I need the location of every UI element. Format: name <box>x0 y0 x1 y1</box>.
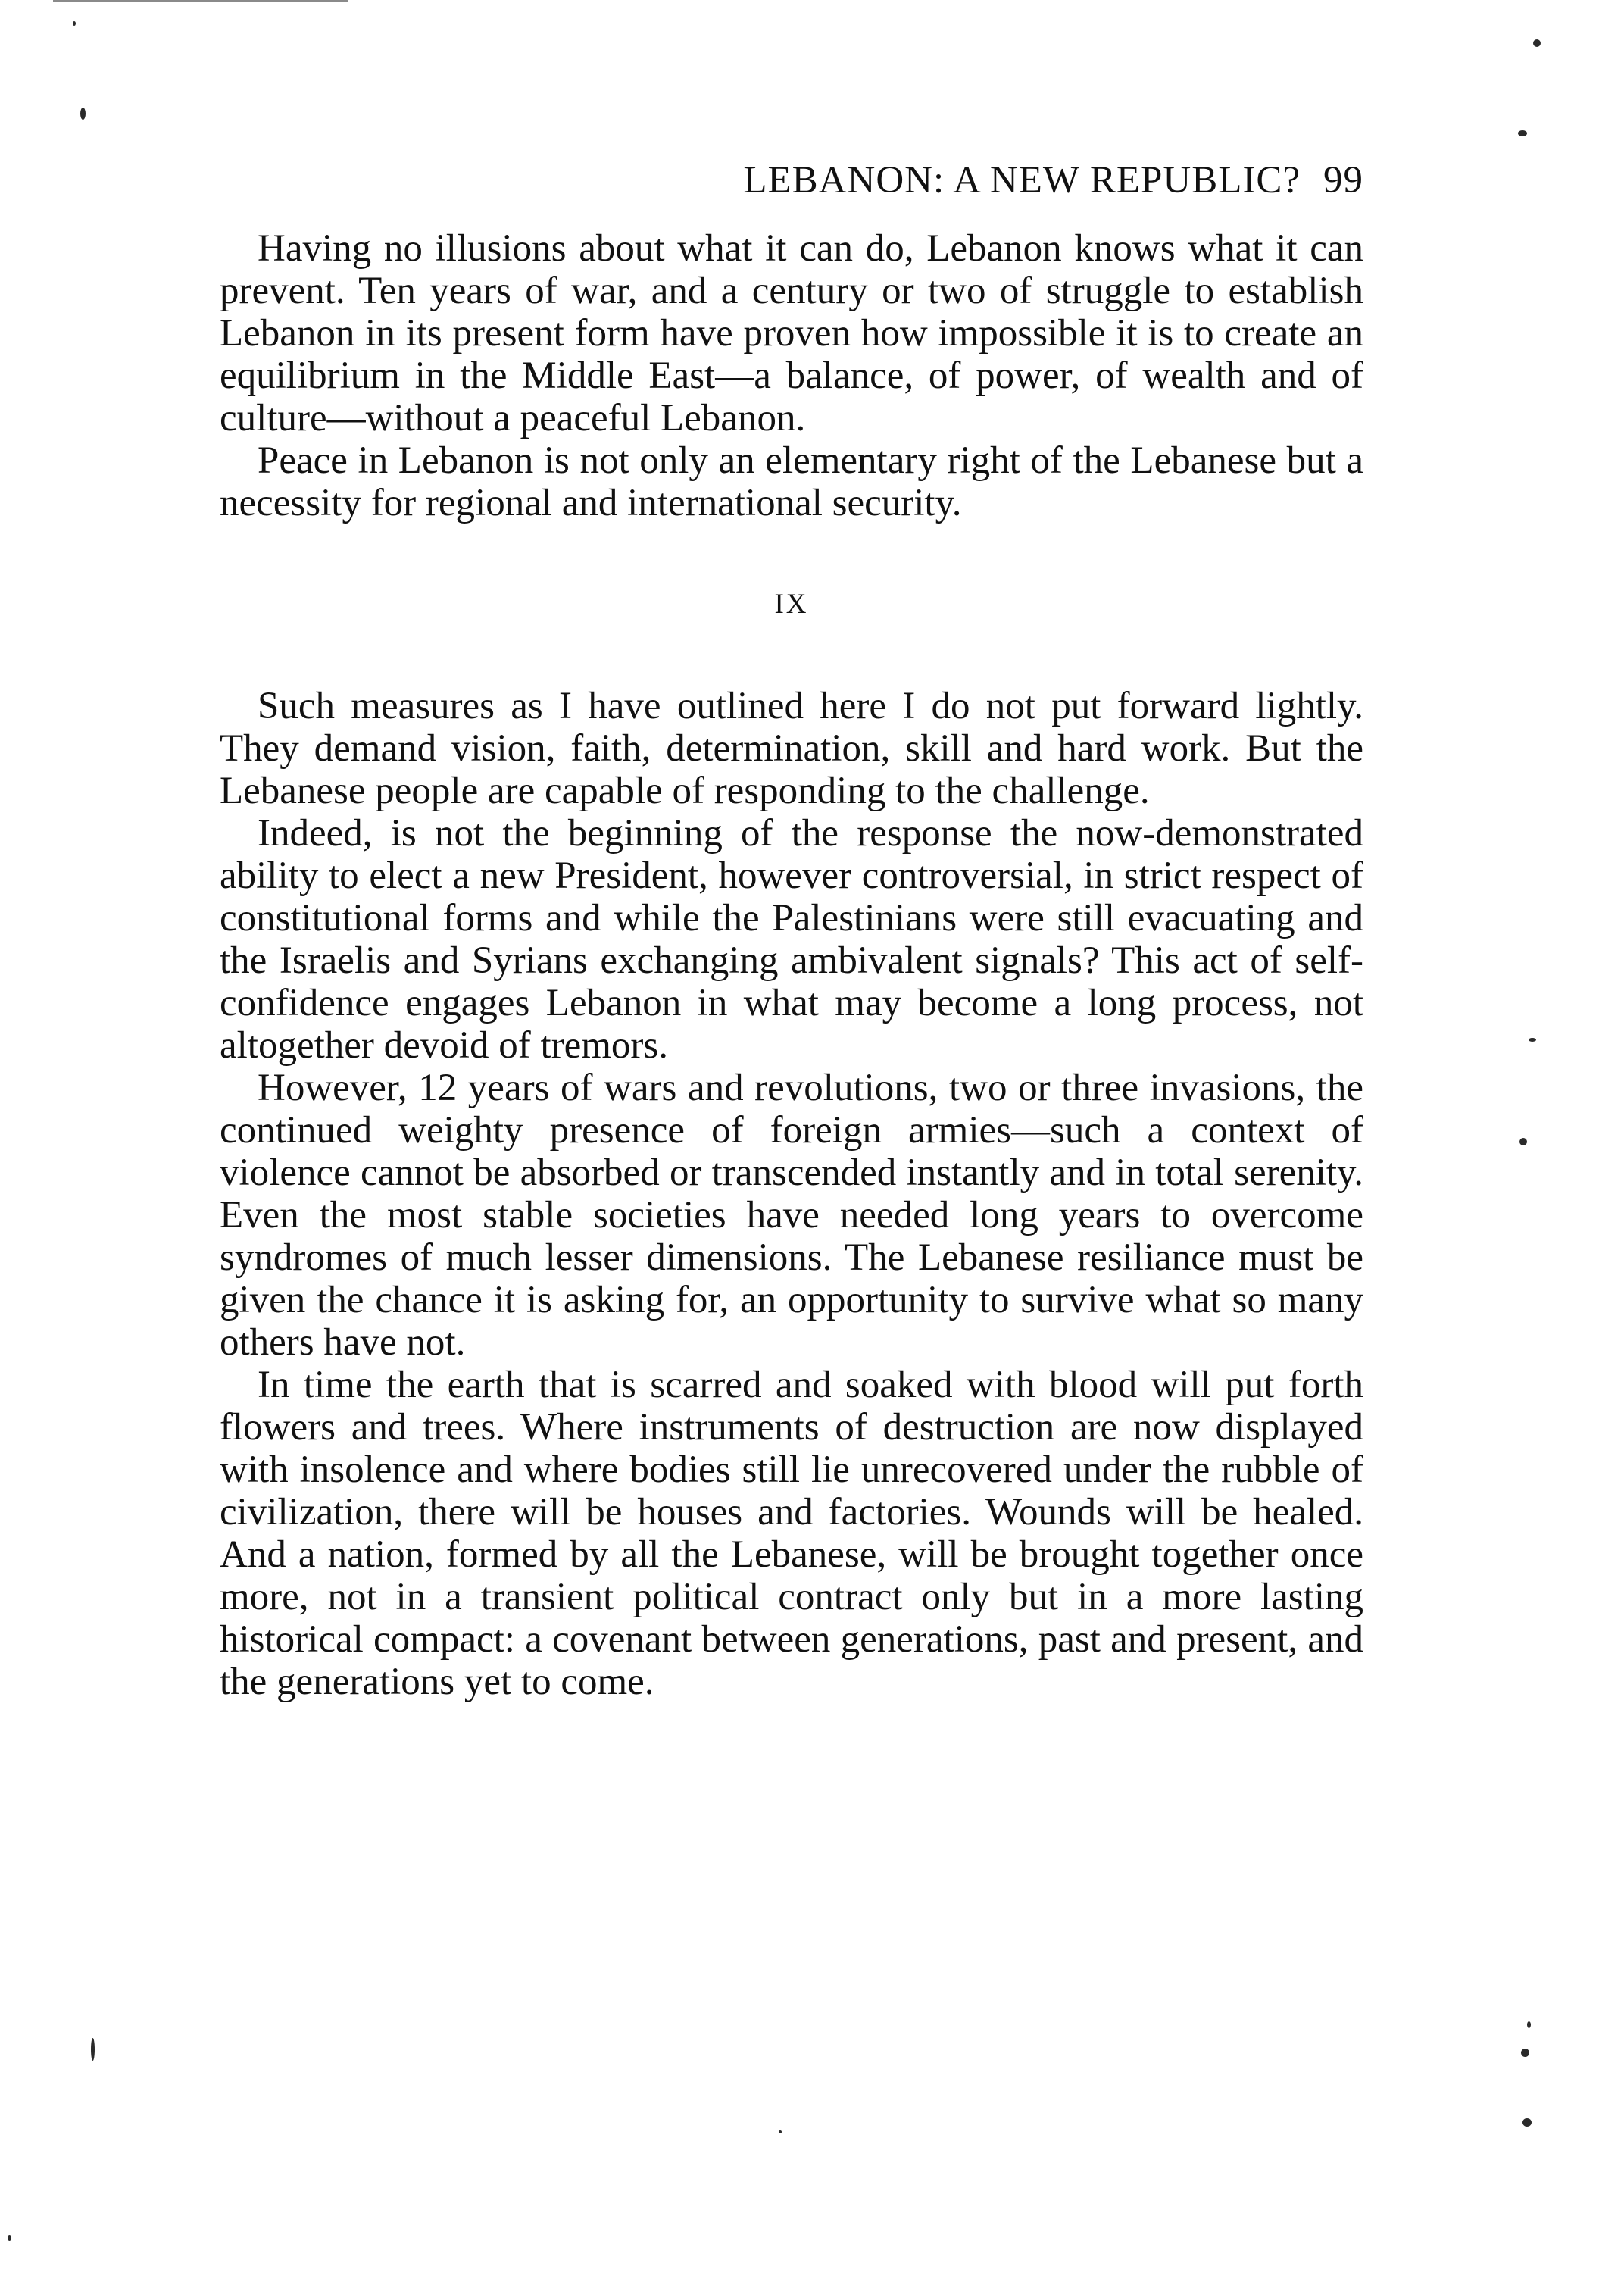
body-text <box>220 227 1363 1703</box>
paragraph: Peace in Lebanon is not only an elementary right of the Lebanese but a necessity for regional and international security. <box>220 439 1363 524</box>
scan-edge-rule <box>53 0 348 2</box>
scan-speck <box>73 21 76 26</box>
scan-speck <box>1527 2021 1531 2028</box>
paragraph: In time the earth that is scarred and soaked with blood will put forth flowers and trees. Where instruments of destruction are now displayed with insolence and where bodies still lie unrecovered under the rubble of civilization, there will be houses and factories. Wounds will be healed. And a nation, formed by all the Lebanese, will be brought together once more, not in a transient political contract only but in a more lasting historical compact: a covenant between generations, past and present, and the generations yet to come. <box>220 1364 1363 1703</box>
scan-speck <box>1533 39 1541 47</box>
running-head <box>220 159 1363 202</box>
paragraph: However, 12 years of wars and revolutions, two or three invasions, the continued weighty presence of foreign armies—such a context of violence cannot be absorbed or transcended instantly and in total serenity. Even the most stable societies have needed long years to overcome syndromes of much lesser dimensions. The Lebanese resiliance must be given the chance it is asking for, an opportunity to survive what so many others have not. <box>220 1067 1363 1364</box>
scan-speck <box>1521 2049 1529 2057</box>
scan-speck <box>779 2130 782 2133</box>
paragraph: Having no illusions about what it can do, Lebanon knows what it can prevent. Ten years of war, and a century or two of struggle to establish Lebanon in its present form have proven how impossible it is to create an equilibrium in the Middle East—a balance, of power, of wealth and of culture—without a peaceful Lebanon. <box>220 227 1363 439</box>
scan-speck <box>91 2038 95 2061</box>
section-number: IX <box>774 589 809 620</box>
scan-speck <box>8 2235 11 2241</box>
scan-speck <box>1522 2118 1532 2127</box>
scan-speck <box>80 108 86 120</box>
page-number: 99 <box>1323 159 1363 202</box>
running-head-title: LEBANON: A NEW REPUBLIC? <box>743 159 1301 202</box>
scan-speck <box>1529 1038 1536 1042</box>
paragraph: Such measures as I have outlined here I do not put forward lightly. They demand vision, faith, determination, skill and hard work. But the Lebanese people are capable of responding to the challenge. <box>220 685 1363 812</box>
scan-speck <box>1518 130 1527 136</box>
scan-speck <box>1519 1138 1527 1146</box>
paragraph: Indeed, is not the beginning of the response the now-demonstrated ability to elect a new President, however controversial, in strict respect of constitutional forms and while the Palestinians were still evacuating and the Israelis and Syrians exchanging ambivalent signals? This act of self-confidence engages Lebanon in what may become a long process, not altogether devoid of tremors. <box>220 812 1363 1067</box>
